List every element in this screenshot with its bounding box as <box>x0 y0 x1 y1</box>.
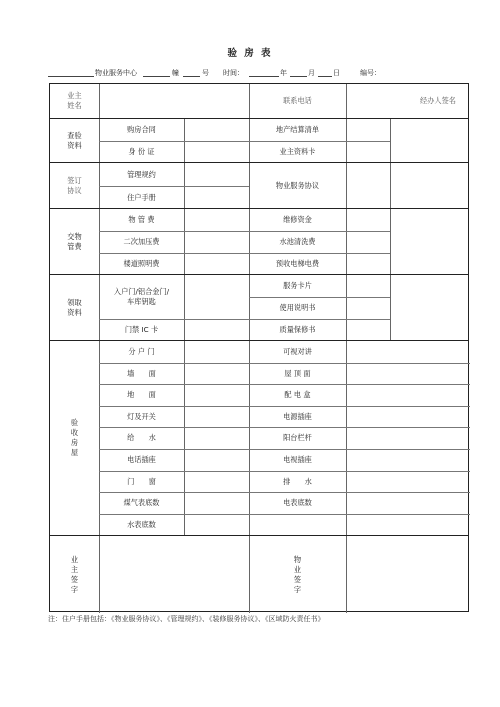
sign-agreement-label: 签订 协议 <box>67 175 82 195</box>
month-label: 月 <box>308 69 315 77</box>
power-socket-label: 电源插座 <box>283 411 312 421</box>
electric-meter-label: 电表底数 <box>283 498 312 507</box>
owner-signature-field[interactable] <box>99 536 249 613</box>
lights-switch-label: 灯及开关 <box>127 411 156 421</box>
balcony-rail-label: 阳台栏杆 <box>283 433 312 442</box>
check-docs-section <box>50 118 468 162</box>
intercom-label: 可视对讲 <box>283 347 312 356</box>
pressure-fee-label: 二次加压费 <box>123 237 160 246</box>
water-supply-label: 给 水 <box>127 433 156 442</box>
footnote: 注：住户手册包括：《物业服务协议》、《管理规约》、《装修服务协议》、《区域防火责任书》 <box>48 615 325 623</box>
warranty-label: 质量保修书 <box>279 325 316 334</box>
settlement-list-label: 地产结算清单 <box>275 125 320 134</box>
ceiling-label: 屋 顶 面 <box>284 368 311 378</box>
water-meter-label: 水表底数 <box>127 520 156 529</box>
receive-docs-label: 领取 资料 <box>67 297 82 317</box>
form-title: 验 房 表 <box>227 48 273 59</box>
ic-card-label: 门禁 IC 卡 <box>124 325 159 334</box>
property-signature-label: 物 业 签 字 <box>293 554 302 594</box>
lighting-fee-label: 楼道照明费 <box>123 259 160 268</box>
year-label: 年 <box>280 69 287 77</box>
purchase-contract-label: 购房合同 <box>127 125 156 134</box>
owner-name-label: 业主 姓名 <box>67 91 82 110</box>
elevator-fee-label: 预收电梯电费 <box>275 259 320 268</box>
property-signature-field[interactable] <box>346 536 470 613</box>
blank-line[interactable] <box>290 76 307 77</box>
owner-signature-label: 业 主 签 字 <box>70 554 79 594</box>
owner-name-field[interactable] <box>99 84 249 118</box>
handler-label: 经办人签名 <box>420 96 456 105</box>
entry-door-label: 分 户 门 <box>128 347 155 356</box>
blank-line[interactable] <box>183 76 200 77</box>
center-label: 物业服务中心 <box>95 69 137 77</box>
wall-label: 墙 面 <box>127 368 156 378</box>
management-rules-label: 管理规约 <box>127 169 156 179</box>
service-agreement-label: 物业服务协议 <box>275 180 320 190</box>
check-docs-label: 查验 资料 <box>67 130 82 150</box>
blank-line[interactable] <box>48 76 94 77</box>
owner-info-card-label: 业主资料卡 <box>279 147 316 156</box>
floor-label: 地 面 <box>127 390 156 399</box>
gas-meter-label: 煤气表底数 <box>123 498 160 507</box>
form-header <box>48 68 468 79</box>
pay-fees-section <box>50 208 468 274</box>
blank-line[interactable] <box>143 76 170 77</box>
pay-fees-label: 交物 管费 <box>67 231 82 251</box>
service-card-label: 服务卡片 <box>283 281 312 290</box>
window-door-label: 门 窗 <box>127 476 156 486</box>
tank-cleaning-fee-label: 水池清洗费 <box>279 237 316 246</box>
management-fee-label: 物 管 费 <box>128 215 155 224</box>
phone-field[interactable] <box>346 84 406 118</box>
phone-socket-label: 电话插座 <box>127 455 156 464</box>
number-label: 编号： <box>360 69 381 77</box>
unit-label: 号 <box>202 69 209 77</box>
sign-agreement-section <box>50 162 468 208</box>
inspection-table <box>49 83 469 612</box>
time-label: 时间： <box>223 69 244 77</box>
drainage-label: 排 水 <box>283 476 312 486</box>
keys-label: 入户门/铝合金门/ 车库钥匙 <box>113 287 170 306</box>
owner-row <box>50 84 468 118</box>
maintenance-fund-label: 维修资金 <box>283 215 312 224</box>
inspect-house-section <box>50 340 468 535</box>
signature-section <box>50 535 468 613</box>
tv-socket-label: 电视插座 <box>283 455 312 464</box>
blank-line[interactable] <box>249 76 279 77</box>
receive-docs-section <box>50 274 468 340</box>
distribution-box-label: 配 电 盒 <box>284 390 311 399</box>
building-label: 幢 <box>172 69 179 77</box>
manual-label: 使用说明书 <box>279 303 316 312</box>
id-card-label: 身 份 证 <box>128 147 155 156</box>
phone-label: 联系电话 <box>283 96 312 105</box>
resident-handbook-label: 住户手册 <box>127 192 156 202</box>
day-label: 日 <box>333 69 340 77</box>
blank-line[interactable] <box>318 76 332 77</box>
inspect-house-label: 验 收 房 屋 <box>70 418 79 457</box>
